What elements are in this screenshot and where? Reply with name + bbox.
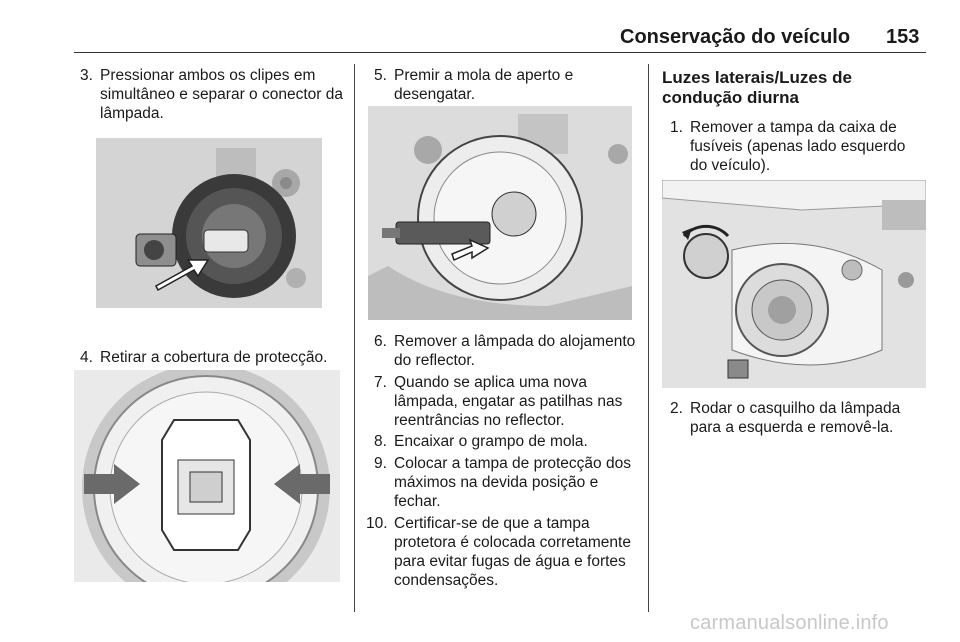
step-7 — [374, 373, 636, 430]
step-5 — [374, 66, 636, 104]
step-number: 6. — [374, 333, 387, 350]
step-text: Pressionar ambos os clipes em simultâneo e separar o conector da lâmpada. — [100, 67, 343, 122]
step-number: 5. — [374, 67, 387, 84]
step-text: Encaixar o grampo de mola. — [394, 433, 588, 450]
step-text: Remover a tampa da caixa de fusíveis (apenas lado esquerdo do veículo). — [690, 119, 906, 174]
step-text: Colocar a tampa de protecção dos máximos na devida posição e fechar. — [394, 455, 631, 510]
step-text: Certificar-se de que a tampa protetora é colocada corretamente para evitar fugas de água e fortes condensações. — [394, 515, 631, 589]
step-number: 8. — [374, 433, 387, 450]
step-text: Rodar o casquilho da lâmpada para a esquerda e removê-la. — [690, 400, 901, 436]
step-text: Retirar a cobertura de protecção. — [100, 349, 328, 366]
step-2 — [670, 399, 920, 437]
step-text: Premir a mola de aperto e desengatar. — [394, 67, 574, 103]
figure-connector-clips — [96, 138, 322, 308]
step-3 — [80, 66, 350, 123]
step-number: 10. — [366, 515, 388, 532]
header-rule — [74, 52, 926, 53]
column-divider-2 — [648, 64, 649, 612]
step-9 — [374, 454, 636, 511]
step-number: 3. — [80, 67, 93, 84]
step-10 — [366, 514, 636, 590]
step-text: Quando se aplica uma nova lâmpada, engatar as patilhas nas reentrâncias no reflector. — [394, 374, 623, 429]
step-4 — [80, 348, 352, 367]
step-6 — [374, 332, 636, 370]
step-number: 7. — [374, 374, 387, 391]
step-number: 1. — [670, 119, 683, 136]
step-1 — [670, 118, 920, 175]
figure-spring-clip — [368, 106, 632, 320]
step-number: 4. — [80, 349, 93, 366]
step-number: 9. — [374, 455, 387, 472]
step-8 — [374, 432, 636, 451]
page-title: Conservação do veículo — [620, 26, 851, 48]
section-heading: Luzes laterais/Luzes de condução diurna — [662, 68, 852, 107]
page-number: 153 — [886, 26, 920, 48]
step-number: 2. — [670, 400, 683, 417]
column-divider-1 — [354, 64, 355, 612]
step-text: Remover a lâmpada do alojamento do reflector. — [394, 333, 636, 369]
figure-protective-cover — [74, 370, 340, 582]
watermark: carmanualsonline.info — [690, 612, 889, 634]
figure-fuse-box-cover — [662, 180, 926, 388]
